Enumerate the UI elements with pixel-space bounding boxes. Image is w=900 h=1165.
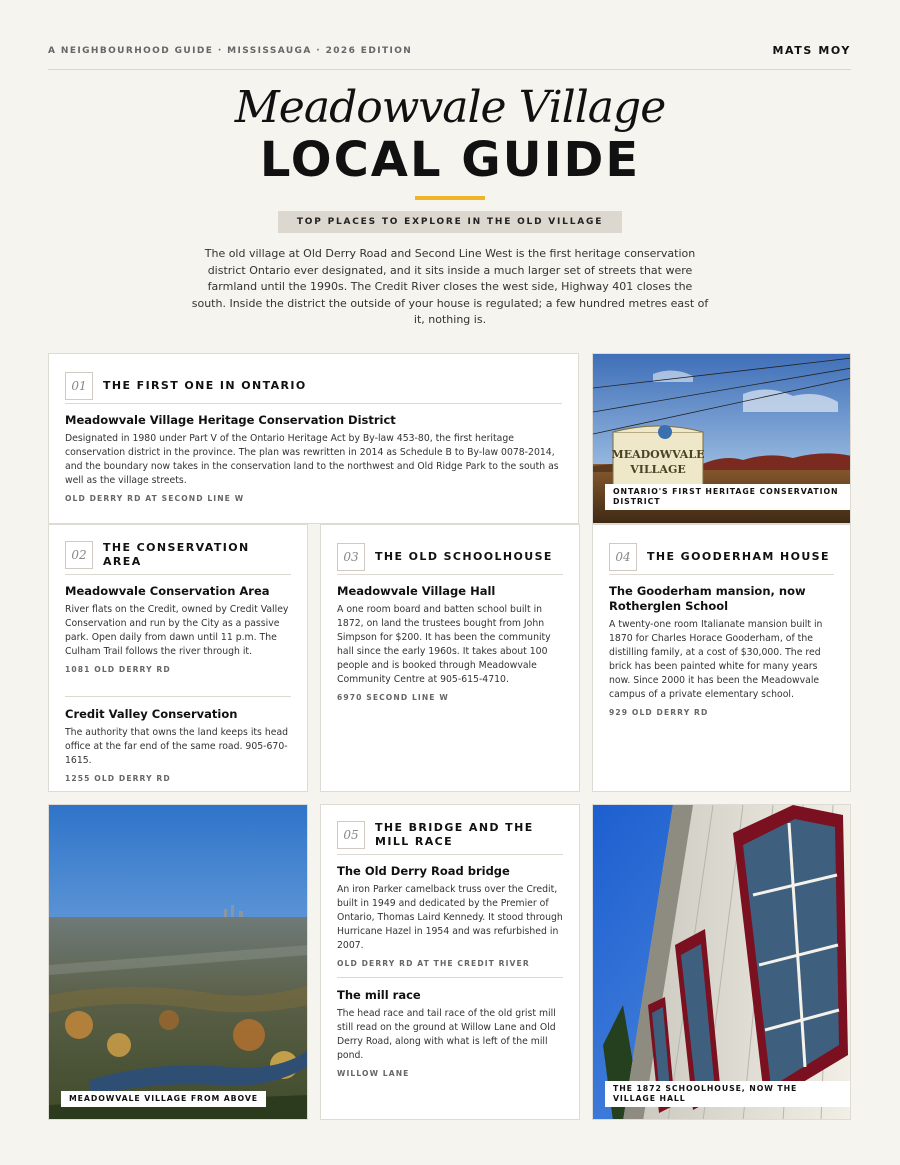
- entry-address: 1255 OLD DERRY RD: [65, 774, 171, 783]
- card-03: [320, 524, 580, 792]
- entry-name: Meadowvale Village Hall: [337, 584, 496, 598]
- entry: [609, 584, 834, 717]
- tagline: TOP PLACES TO EXPLORE IN THE OLD VILLAGE: [278, 211, 622, 233]
- entry-address: OLD DERRY RD AT THE CREDIT RIVER: [337, 959, 530, 968]
- entry-name: The mill race: [337, 988, 421, 1002]
- entry: [65, 707, 291, 783]
- section-title: THE OLD SCHOOLHOUSE: [375, 549, 553, 563]
- card-04: [592, 524, 851, 792]
- schoolhouse-photo: [592, 804, 851, 1120]
- entry-address: 929 OLD DERRY RD: [609, 708, 709, 717]
- entry-divider: [65, 696, 291, 697]
- card-header: [65, 368, 562, 404]
- aerial-image: [49, 805, 308, 1120]
- card-header: [609, 539, 834, 575]
- photo-caption: ONTARIO'S FIRST HERITAGE CONSERVATION DISTRICT: [605, 484, 850, 510]
- card-header: [337, 539, 563, 575]
- entry-description: A twenty-one room Italianate mansion built in 1870 for Charles Horace Gooderham, of the distilling family, at a cost of $30,000. The red brick has been painted white for many years now. Since 2000 it has been the Meadowvale campus of a private elementary school.: [609, 619, 823, 700]
- aerial-photo: [48, 804, 308, 1120]
- section-title: THE BRIDGE AND THE MILL RACE: [375, 820, 534, 848]
- schoolhouse-image: [593, 805, 851, 1120]
- entry-name: The Gooderham mansion, now Rotherglen School: [609, 584, 806, 613]
- page-title: LOCAL GUIDE: [259, 132, 641, 188]
- section-number: 05: [337, 821, 365, 849]
- section-number: 04: [609, 543, 637, 571]
- author-name: MATS MOY: [772, 44, 851, 57]
- entry: [65, 413, 562, 503]
- photo-caption: THE 1872 SCHOOLHOUSE, NOW THE VILLAGE HALL: [605, 1081, 850, 1107]
- entry-address: OLD DERRY RD AT SECOND LINE W: [65, 494, 245, 503]
- entry: [337, 988, 563, 1078]
- entry-name: The Old Derry Road bridge: [337, 864, 510, 878]
- entry: [65, 584, 291, 674]
- card-02: [48, 524, 308, 792]
- entry-name: Meadowvale Conservation Area: [65, 584, 270, 598]
- sign-text-line2: VILLAGE: [630, 463, 686, 476]
- entry-address: WILLOW LANE: [337, 1069, 410, 1078]
- section-number: 01: [65, 372, 93, 400]
- card-05: [320, 804, 580, 1120]
- section-title: THE CONSERVATION AREA: [103, 540, 250, 568]
- section-title: THE FIRST ONE IN ONTARIO: [103, 378, 307, 392]
- entry-description: An iron Parker camelback truss over the Credit, built in 1949 and dedicated by the Premier of Ontario, Thomas Laird Kennedy. It stood through Hurricane Hazel in 1954 and was refurbished in 2007.: [337, 884, 563, 951]
- card-header: [337, 815, 563, 855]
- entry-address: 1081 OLD DERRY RD: [65, 665, 171, 674]
- accent-rule: [415, 196, 485, 200]
- section-number: 03: [337, 543, 365, 571]
- entry-divider: [337, 977, 563, 978]
- edition-label: A NEIGHBOURHOOD GUIDE · MISSISSAUGA · 2026 EDITION: [48, 46, 413, 56]
- top-bar: [48, 44, 851, 70]
- entry-address: 6970 SECOND LINE W: [337, 693, 449, 702]
- entry-description: The authority that owns the land keeps its head office at the far end of the same road. 905-670-1615.: [65, 727, 289, 766]
- entry-name: Meadowvale Village Heritage Conservation District: [65, 413, 396, 427]
- sign-photo: [592, 353, 851, 524]
- entry: [337, 864, 563, 968]
- card-header: [65, 535, 291, 575]
- entry-name: Credit Valley Conservation: [65, 707, 238, 721]
- entry-description: River flats on the Credit, owned by Credit Valley Conservation and run by the City as a passive park. Open daily from dawn until 11 p.m. The Culham Trail follows the river through it.: [65, 604, 289, 657]
- title-script: Meadowvale Village: [234, 82, 666, 133]
- photo-caption: MEADOWVALE VILLAGE FROM ABOVE: [61, 1091, 266, 1107]
- entry-description: A one room board and batten school built in 1872, on land the trustees bought from John Simpson for $200. It has been the community hall since the early 1960s. It takes about 100 people and is booked through Meadowvale Community Centre at 905-615-4710.: [337, 604, 551, 685]
- entry-description: The head race and tail race of the old grist mill still read on the ground at Willow Lane and Old Derry Road, along with what is left of the mill pond.: [337, 1008, 556, 1061]
- intro-paragraph: The old village at Old Derry Road and Second Line West is the first heritage conservation district Ontario ever designated, and it sits inside a much larger set of streets that were farmland until the 1990s. The Credit River closes the west side, Highway 401 closes the south. Inside the district the outside of your house is regulated; a few hundred metres east of it, nothing is.: [191, 247, 709, 326]
- entry: [337, 584, 563, 702]
- card-01: [48, 353, 579, 524]
- sign-text-line1: MEADOWVALE: [611, 448, 705, 461]
- section-number: 02: [65, 541, 93, 569]
- entry-description: Designated in 1980 under Part V of the Ontario Heritage Act by By-law 453-80, the first heritage conservation district in the province. The plan was rewritten in 2014 as Schedule B to By-law 0078-2014, and the boundary now takes in the conservation land to the northwest and Old Ridge Park to the south as well as the village streets.: [65, 433, 559, 486]
- section-title: THE GOODERHAM HOUSE: [647, 549, 830, 563]
